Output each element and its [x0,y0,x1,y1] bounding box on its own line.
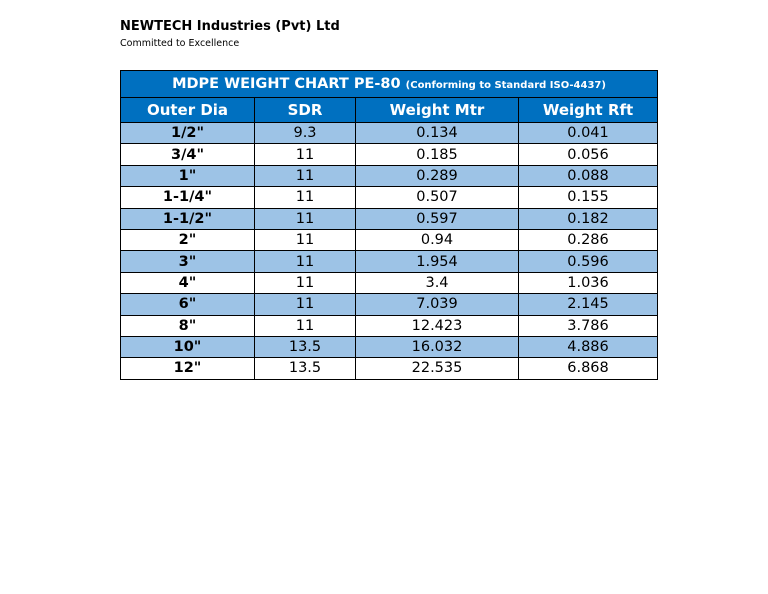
cell-weight-mtr: 0.185 [356,144,519,165]
cell-sdr: 9.3 [255,123,356,144]
cell-weight-rft: 0.088 [519,165,658,186]
cell-sdr: 11 [255,272,356,293]
cell-weight-rft: 1.036 [519,272,658,293]
column-header-outer-dia: Outer Dia [121,98,255,123]
cell-weight-mtr: 22.535 [356,358,519,379]
cell-weight-mtr: 7.039 [356,294,519,315]
cell-outer-dia: 4" [121,272,255,293]
cell-sdr: 11 [255,144,356,165]
cell-weight-rft: 4.886 [519,336,658,357]
cell-weight-mtr: 0.289 [356,165,519,186]
cell-weight-rft: 6.868 [519,358,658,379]
cell-sdr: 11 [255,165,356,186]
cell-weight-mtr: 12.423 [356,315,519,336]
cell-outer-dia: 1-1/2" [121,208,255,229]
cell-outer-dia: 3" [121,251,255,272]
column-header-sdr: SDR [255,98,356,123]
table-row [121,144,658,165]
cell-weight-mtr: 0.507 [356,187,519,208]
table-row [121,123,658,144]
cell-weight-rft: 0.286 [519,229,658,250]
cell-sdr: 13.5 [255,336,356,357]
table-row [121,208,658,229]
cell-outer-dia: 6" [121,294,255,315]
table-row [121,272,658,293]
table-title: MDPE WEIGHT CHART PE-80 [172,76,401,92]
cell-weight-mtr: 1.954 [356,251,519,272]
cell-sdr: 11 [255,315,356,336]
cell-outer-dia: 3/4" [121,144,255,165]
cell-sdr: 11 [255,208,356,229]
table-title-cell [121,71,658,98]
weight-chart-table [120,70,658,380]
column-header-row [121,98,658,123]
table-row [121,229,658,250]
cell-weight-mtr: 3.4 [356,272,519,293]
company-name: NEWTECH Industries (Pvt) Ltd [120,19,340,34]
table-title-row [121,71,658,98]
table-row [121,251,658,272]
cell-weight-rft: 0.155 [519,187,658,208]
cell-weight-rft: 2.145 [519,294,658,315]
cell-weight-mtr: 0.134 [356,123,519,144]
cell-sdr: 11 [255,294,356,315]
table-subtitle: (Conforming to Standard ISO-4437) [405,80,606,91]
table-row [121,187,658,208]
table-row [121,336,658,357]
cell-outer-dia: 1-1/4" [121,187,255,208]
cell-weight-rft: 0.182 [519,208,658,229]
cell-sdr: 11 [255,229,356,250]
column-header-weight-rft: Weight Rft [519,98,658,123]
cell-weight-mtr: 0.597 [356,208,519,229]
cell-sdr: 13.5 [255,358,356,379]
cell-outer-dia: 10" [121,336,255,357]
table-row [121,358,658,379]
cell-outer-dia: 8" [121,315,255,336]
cell-weight-mtr: 0.94 [356,229,519,250]
table-row [121,294,658,315]
cell-sdr: 11 [255,187,356,208]
cell-outer-dia: 1/2" [121,123,255,144]
cell-outer-dia: 1" [121,165,255,186]
cell-outer-dia: 12" [121,358,255,379]
column-header-weight-mtr: Weight Mtr [356,98,519,123]
cell-weight-rft: 0.041 [519,123,658,144]
cell-weight-mtr: 16.032 [356,336,519,357]
cell-sdr: 11 [255,251,356,272]
table-row [121,315,658,336]
cell-outer-dia: 2" [121,229,255,250]
cell-weight-rft: 3.786 [519,315,658,336]
table-row [121,165,658,186]
company-tagline: Committed to Excellence [120,38,240,49]
cell-weight-rft: 0.596 [519,251,658,272]
cell-weight-rft: 0.056 [519,144,658,165]
